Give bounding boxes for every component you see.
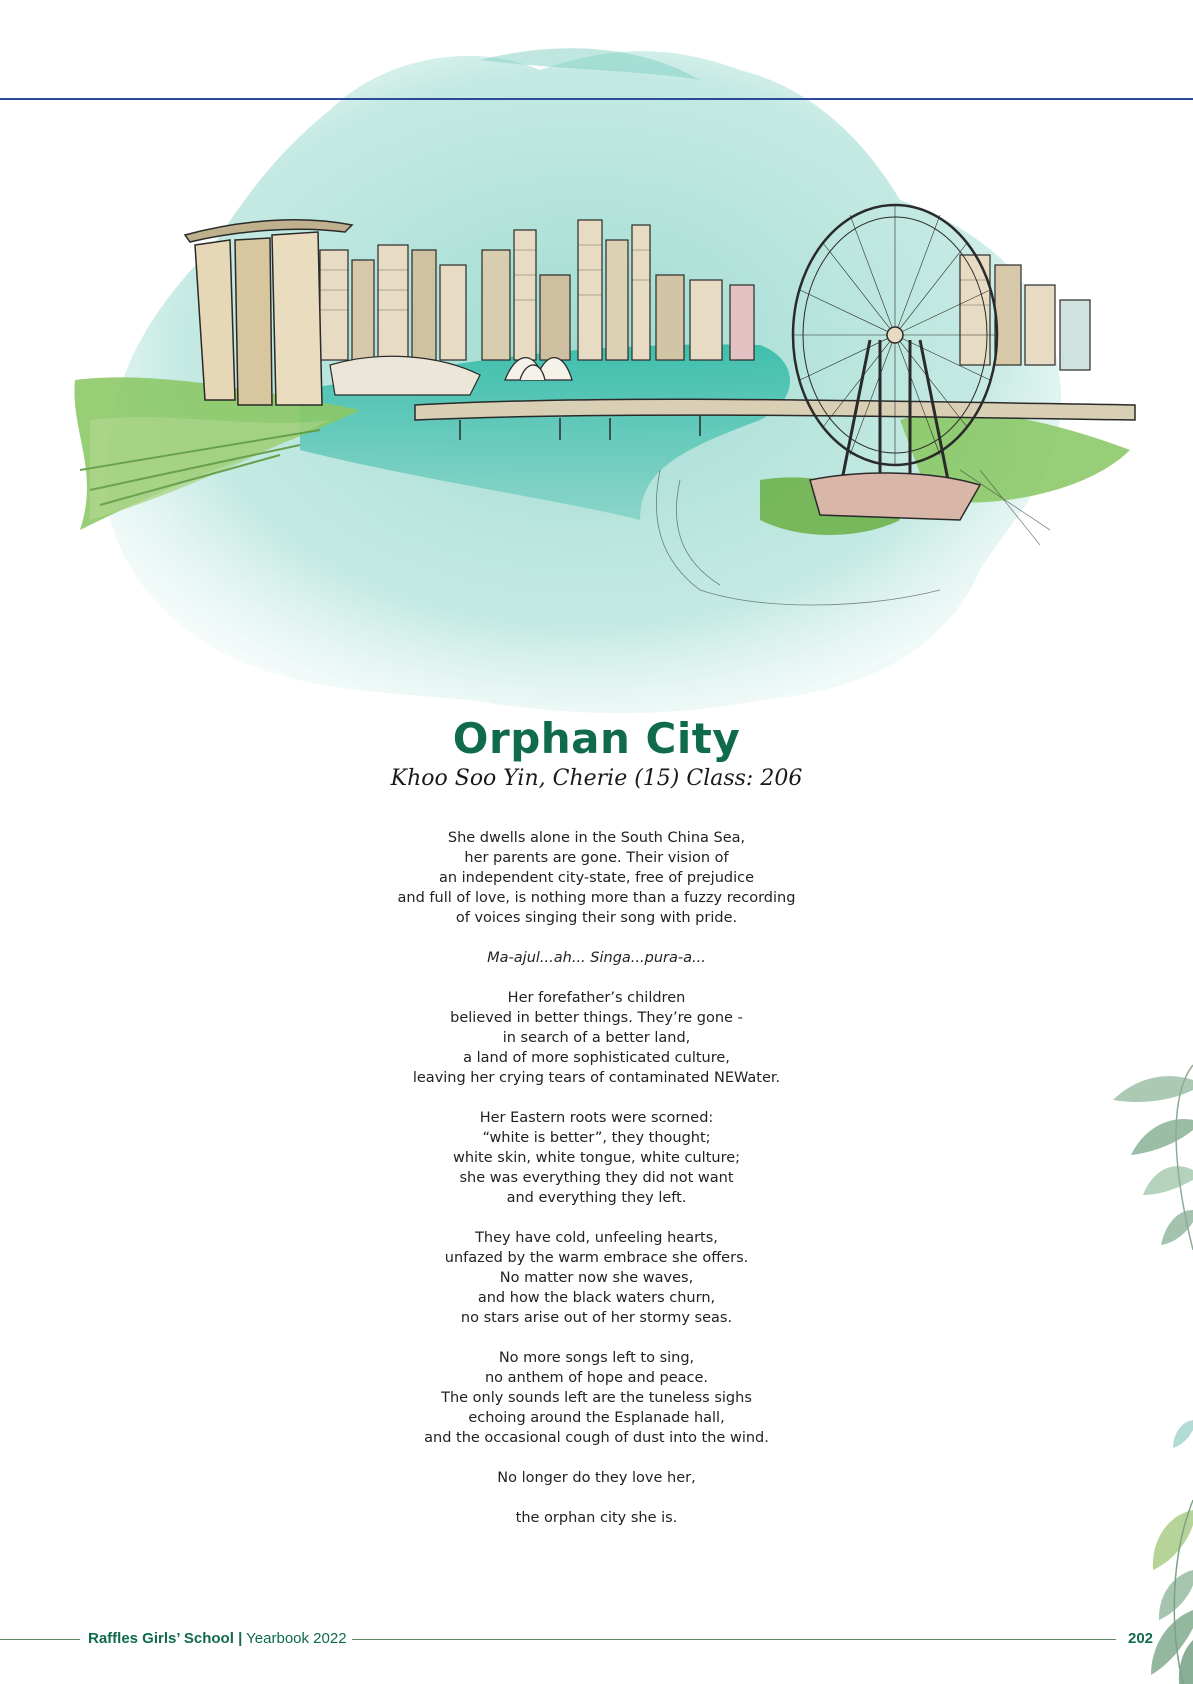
poem-title: Orphan City <box>452 714 741 763</box>
poem-body <box>0 828 1193 1548</box>
stanza <box>0 1468 1193 1488</box>
stanza-refrain <box>0 948 1193 968</box>
poem-line: her parents are gone. Their vision of <box>464 850 729 866</box>
footer-rule-left <box>0 1639 80 1640</box>
stanza <box>0 828 1193 928</box>
poem-line: believed in better things. They’re gone - <box>450 1010 743 1026</box>
poem-line: and everything they left. <box>506 1190 687 1206</box>
stanza <box>0 988 1193 1088</box>
poem-line: No longer do they love her, <box>497 1470 696 1486</box>
poem-line: leaving her crying tears of contaminated NEWater. <box>412 1070 781 1086</box>
footer-publication <box>88 1630 347 1647</box>
poem-line: “white is better”, they thought; <box>482 1130 711 1146</box>
poem-line: They have cold, unfeeling hearts, <box>475 1230 718 1246</box>
footer-rule-right <box>352 1639 1116 1640</box>
poem-line: Her forefather’s children <box>507 990 686 1006</box>
page-number: 202 <box>1128 1630 1154 1647</box>
poem-line: an independent city-state, free of prejudice <box>438 870 755 886</box>
poem-line: of voices singing their song with pride. <box>455 910 738 926</box>
footer-separator: | <box>238 1630 243 1647</box>
top-rule <box>0 98 1193 100</box>
poem-line: no stars arise out of her stormy seas. <box>460 1310 733 1326</box>
footer-school-name: Raffles Girls’ School <box>88 1630 234 1647</box>
author-byline: Khoo Soo Yin, Cherie (15) Class: 206 <box>390 766 803 791</box>
poem-line: and how the black waters churn, <box>477 1290 716 1306</box>
stanza <box>0 1348 1193 1448</box>
poem-line: The only sounds left are the tuneless sighs <box>441 1390 752 1406</box>
poem-line: she was everything they did not want <box>459 1170 734 1186</box>
stanza <box>0 1508 1193 1528</box>
poem-line: No matter now she waves, <box>499 1270 694 1286</box>
poem-line: white skin, white tongue, white culture; <box>452 1150 741 1166</box>
poem-line: a land of more sophisticated culture, <box>463 1050 730 1066</box>
stanza <box>0 1228 1193 1328</box>
poem-line: and the occasional cough of dust into the wind. <box>424 1430 769 1446</box>
page-footer <box>0 1628 1193 1652</box>
poem-line: the orphan city she is. <box>515 1510 678 1526</box>
poem-line: No more songs left to sing, <box>498 1350 695 1366</box>
poem-line: Ma-ajul...ah... Singa...pura-a... <box>487 950 706 966</box>
footer-yearbook: Yearbook 2022 <box>246 1630 347 1647</box>
poem-line: in search of a better land, <box>502 1030 691 1046</box>
poem-line: no anthem of hope and peace. <box>484 1370 709 1386</box>
poem-line: and full of love, is nothing more than a fuzzy recording <box>397 890 796 906</box>
poem-line: echoing around the Esplanade hall, <box>468 1410 725 1426</box>
stanza <box>0 1108 1193 1208</box>
poem-line: She dwells alone in the South China Sea, <box>447 830 746 846</box>
poem-line: Her Eastern roots were scorned: <box>479 1110 714 1126</box>
poem-line: unfazed by the warm embrace she offers. <box>444 1250 749 1266</box>
skyline-illustration <box>0 0 1193 740</box>
